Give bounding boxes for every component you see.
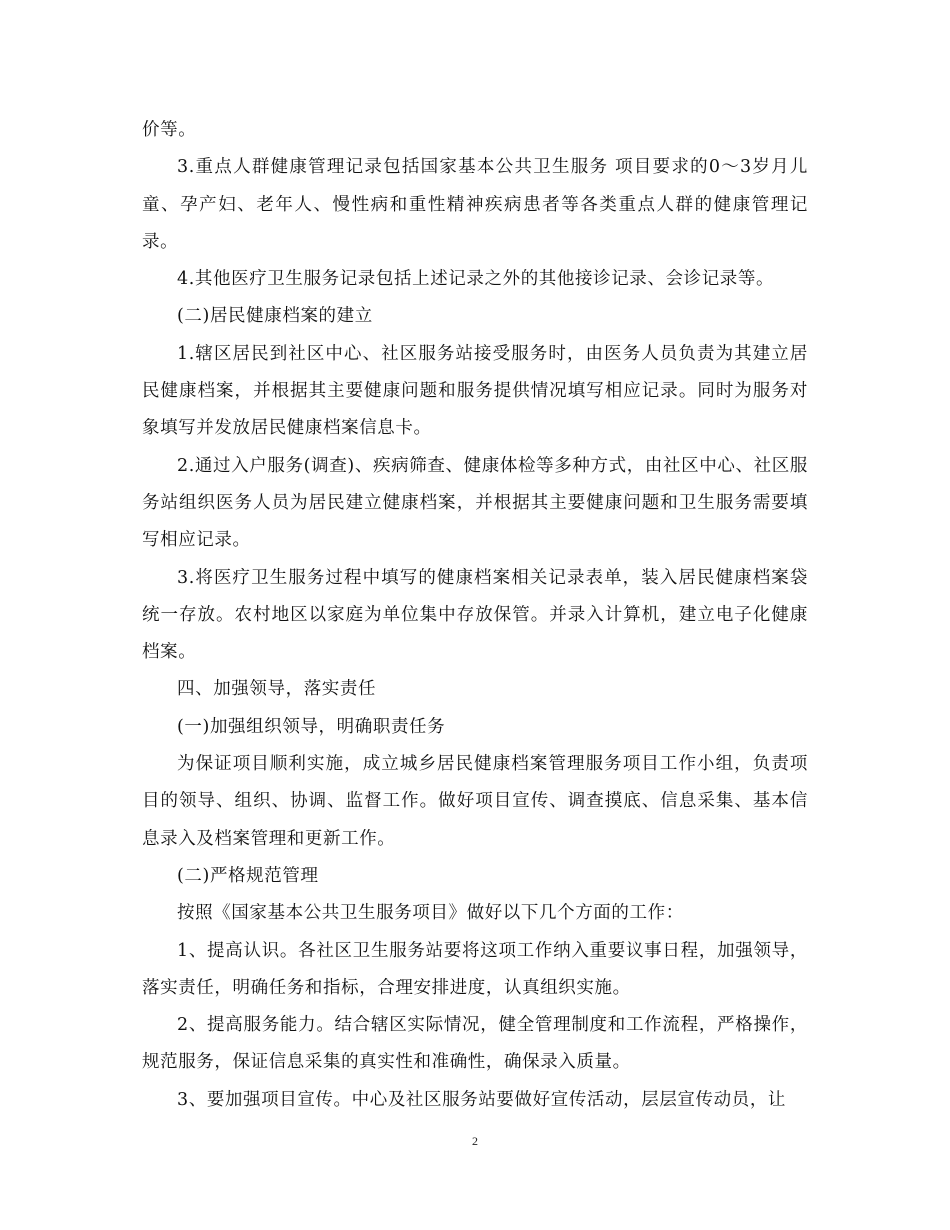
paragraph-point-2: 2、提高服务能力。结合辖区实际情况，健全管理制度和工作流程，严格操作，规范服务，保证信息采集的真实性和准确性，确保录入质量。 bbox=[142, 1015, 808, 1073]
paragraph-continued: 价等。 bbox=[142, 120, 197, 140]
paragraph-item-1: 1.辖区居民到社区中心、社区服务站接受服务时，由医务人员负责为其建立居民健康档案，并根据其主要健康问题和服务提供情况填写相应记录。同时为服务对象填写并发放居民健康档案信息卡。 bbox=[142, 343, 808, 439]
document-body bbox=[142, 112, 808, 1119]
paragraph-other-records: 4.其他医疗卫生服务记录包括上述记录之外的其他接诊记录、会诊记录等。 bbox=[177, 269, 775, 290]
section-heading-leadership: 四、加强领导，落实责任 bbox=[177, 679, 377, 700]
paragraph-according-to-project: 按照《国家基本公共卫生服务项目》做好以下几个方面的工作： bbox=[177, 903, 684, 924]
paragraph-item-2: 2.通过入户服务(调查)、疾病筛查、健康体检等多种方式，由社区中心、社区服务站组织医务人员为居民建立健康档案，并根据其主要健康问题和卫生服务需要填写相应记录。 bbox=[142, 455, 808, 551]
paragraph-item-3: 3.将医疗卫生服务过程中填写的健康档案相关记录表单，装入居民健康档案袋统一存放。农村地区以家庭为单位集中存放保管。并录入计算机，建立电子化健康档案。 bbox=[142, 567, 808, 663]
paragraph-point-3: 3、要加强项目宣传。中心及社区服务站要做好宣传活动，层层宣传动员，让 bbox=[177, 1089, 787, 1110]
paragraph-key-population-records: 3.重点人群健康管理记录包括国家基本公共卫生服务 项目要求的0～3岁月儿童、孕产妇、老年人、慢性病和重性精神疾病患者等各类重点人群的健康管理记录。 bbox=[142, 157, 808, 252]
section-heading-archive-establishment: (二)居民健康档案的建立 bbox=[177, 306, 373, 327]
subsection-heading-management: (二)严格规范管理 bbox=[177, 865, 319, 886]
paragraph-working-group: 为保证项目顺利实施，成立城乡居民健康档案管理服务项目工作小组，负责项目的领导、组织、协调、监督工作。做好项目宣传、调查摸底、信息采集、基本信息录入及档案管理和更新工作。 bbox=[142, 754, 808, 849]
page-number: 2 bbox=[472, 1134, 478, 1148]
subsection-heading-organization: (一)加强组织领导，明确职责任务 bbox=[177, 716, 446, 737]
paragraph-point-1: 1、提高认识。各社区卫生服务站要将这项工作纳入重要议事日程，加强领导，落实责任，明确任务和指标，合理安排进度，认真组织实施。 bbox=[142, 940, 808, 998]
